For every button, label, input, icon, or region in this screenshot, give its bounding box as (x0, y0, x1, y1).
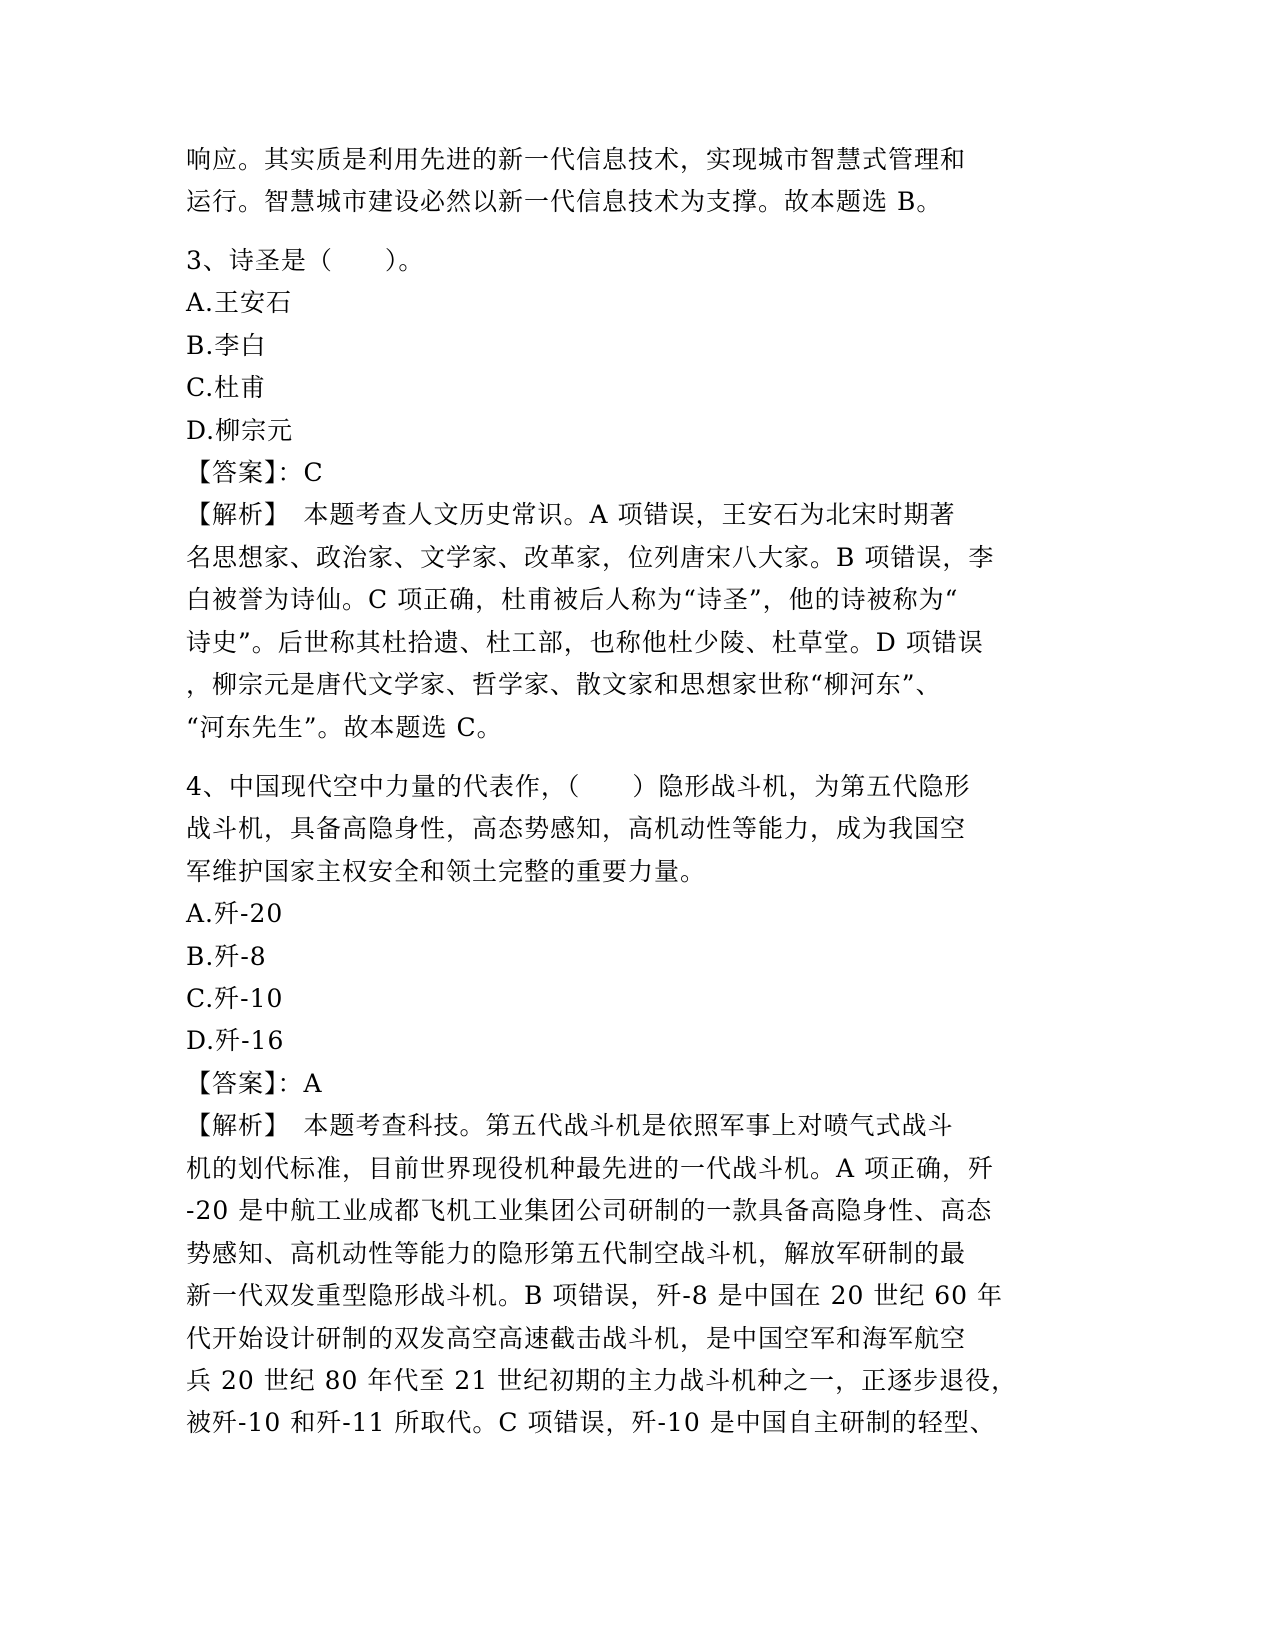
question-4-explanation-line-4: 势感知、高机动性等能力的隐形第五代制空战斗机，解放军研制的最 (186, 1239, 967, 1268)
question-3-explanation-line-6: “河东先生”。故本题选 C。 (186, 713, 503, 742)
question-3-stem: 3、诗圣是（ ）。 (186, 246, 425, 275)
question-3-explanation-line-4: 诗史”。后世称其杜拾遗、杜工部，也称他杜少陵、杜草堂。D 项错误 (186, 628, 984, 657)
question-3-answer: 【答案】：C (186, 458, 324, 487)
question-4-stem-line-3: 军维护国家主权安全和领土完整的重要力量。 (186, 857, 707, 886)
question-4-explanation-line-3: -20 是中航工业成都飞机工业集团公司研制的一款具备高隐身性、高态 (186, 1196, 993, 1225)
question-4-explanation-line-5: 新一代双发重型隐形战斗机。B 项错误，歼-8 是中国在 20 世纪 60 年 (186, 1281, 1004, 1310)
question-4-option-a: A.歼-20 (186, 899, 284, 928)
question-3-option-d: D.柳宗元 (186, 416, 294, 445)
question-4-option-d: D.歼-16 (186, 1026, 285, 1055)
question-4-explanation-line-7: 兵 20 世纪 80 年代至 21 世纪初期的主力战斗机种之一，正逐步退役， (186, 1366, 1018, 1395)
question-4-stem-line-2: 战斗机，具备高隐身性，高态势感知，高机动性等能力，成为我国空 (186, 814, 967, 843)
question-3-option-b: B.李白 (186, 331, 267, 360)
question-4-option-c: C.歼-10 (186, 984, 284, 1013)
question-3-option-c: C.杜甫 (186, 373, 267, 402)
question-4-answer: 【答案】：A (186, 1069, 323, 1098)
question-4-stem-line-1: 4、中国现代空中力量的代表作，（ ）隐形战斗机，为第五代隐形 (186, 772, 971, 801)
question-3-option-a: A.王安石 (186, 288, 293, 317)
question-3-explanation-line-5: ，柳宗元是唐代文学家、哲学家、散文家和思想家世称“柳河东”、 (186, 670, 942, 699)
explanation-2-line-1: 响应。其实质是利用先进的新一代信息技术，实现城市智慧式管理和 (186, 145, 967, 174)
question-4-explanation-line-2: 机的划代标准，目前世界现役机种最先进的一代战斗机。A 项正确，歼 (186, 1154, 995, 1183)
question-3-explanation-line-2: 名思想家、政治家、文学家、改革家，位列唐宋八大家。B 项错误，李 (186, 543, 995, 572)
explanation-2-line-2: 运行。智慧城市建设必然以新一代信息技术为支撑。故本题选 B。 (186, 187, 943, 216)
question-3-explanation-line-3: 白被誉为诗仙。C 项正确，杜甫被后人称为“诗圣”，他的诗被称为“ (186, 585, 959, 614)
question-4-explanation-line-8: 被歼-10 和歼-11 所取代。C 项错误，歼-10 是中国自主研制的轻型、 (186, 1408, 996, 1437)
question-3-explanation-line-1: 【解析】 本题考查人文历史常识。A 项错误，王安石为北宋时期著 (186, 500, 956, 529)
question-4-explanation-line-1: 【解析】 本题考查科技。第五代战斗机是依照军事上对喷气式战斗 (186, 1111, 954, 1140)
question-4-explanation-line-6: 代开始设计研制的双发高空高速截击战斗机，是中国空军和海军航空 (186, 1324, 967, 1353)
question-4-option-b: B.歼-8 (186, 942, 267, 971)
